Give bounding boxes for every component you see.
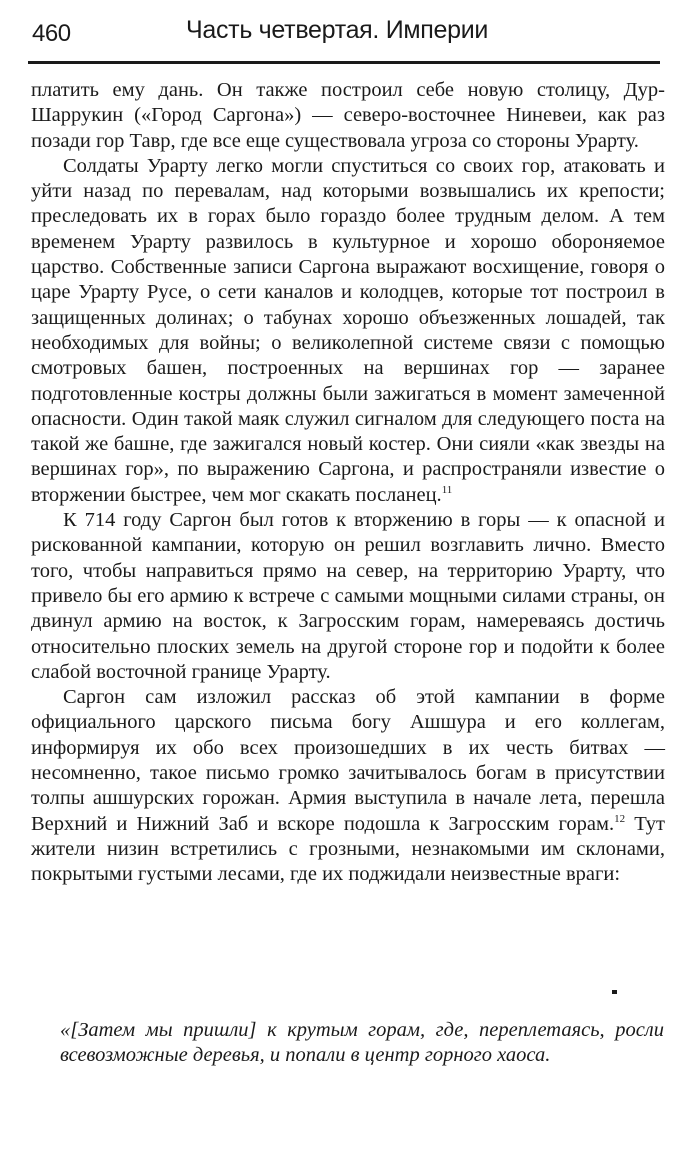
- footnote-marker-12: 12: [614, 812, 626, 825]
- running-title: Часть четвертая. Империи: [186, 16, 489, 44]
- paragraph-1-text: платить ему дань. Он также построил себе новую столицу, Дур-Шаррукин («Город Саргона») — северо-восточнее Ниневеи, как раз позади гор Тавр, где все еще существовала угроза со стороны Урарту.: [31, 79, 665, 152]
- page-number: 460: [32, 20, 71, 47]
- paragraph-4-text-after: Тут жители низин встретились с грозными, незнакомыми им склонами, покрытыми густыми лесами, где их поджидали неизвестные враги:: [31, 812, 665, 886]
- paragraph-2-text: Солдаты Урарту легко могли спуститься со своих гор, атаковать и уйти назад по перевалам, над которыми возвышались их крепости; преследовать их в горах было гораздо более трудным делом. А тем временем Урарту развилось в культурное и хорошо обороняемое царство. Собственные записи Саргона выражают восхищение, говоря о царе Урарту Русе, о сети каналов и колодцев, которые тот построил в защищенных долинах; о табунах хорошо объезженных лошадей, так необходимых для войны; о великолепной системе связи с помощью смотровых башен, построенных на вершинах гор — заранее подготовленные костры должны были зажигаться в момент замеченной опасности. Один такой маяк служил сигналом для следующего поста на такой же башне, где зажигался новый костер. Они сияли «как звезды на вершинах гор», по выражению Саргона, и распространяли известие о вторжении быстрее, чем мог скакать посланец.: [31, 154, 665, 506]
- paragraph-3: [31, 508, 665, 685]
- stray-ink-mark: [612, 990, 617, 994]
- page-header: [28, 14, 668, 54]
- footnote-marker-11: 11: [441, 483, 453, 496]
- paragraph-3-text: К 714 году Саргон был готов к вторжению в горы — к опасной и рискованной кампании, которую он решил возглавить лично. Вместо того, чтобы направиться прямо на север, на территорию Урарту, что привело бы его армию к встрече с самыми мощными силами страны, он двинул армию на восток, к Загросским горам, намереваясь достичь относительно плоских земель на другой стороне гор и подойти к более слабой восточной границе Урарту.: [31, 509, 665, 683]
- header-rule: [28, 61, 660, 64]
- paragraph-4: [31, 685, 665, 887]
- paragraph-2: [31, 154, 665, 508]
- paragraph-4-text: Саргон сам изложил рассказ об этой кампании в форме официального царского письма богу Ашшура и его коллегам, информируя их обо всех произошедших в их честь битвах — несомненно, такое письмо громко зачитывалось богам в присутствии толпы ашшурских горожан. Армия выступила в начале лета, перешла Верхний и Нижний Заб и вскоре подошла к Загросским горам.: [31, 686, 665, 835]
- paragraph-1: [31, 78, 665, 154]
- block-quote: «[Затем мы пришли] к крутым горам, где, переплетаясь, росли всевозможные деревья, и попали в центр горного хаоса.: [60, 1019, 664, 1067]
- body-text: [31, 78, 665, 888]
